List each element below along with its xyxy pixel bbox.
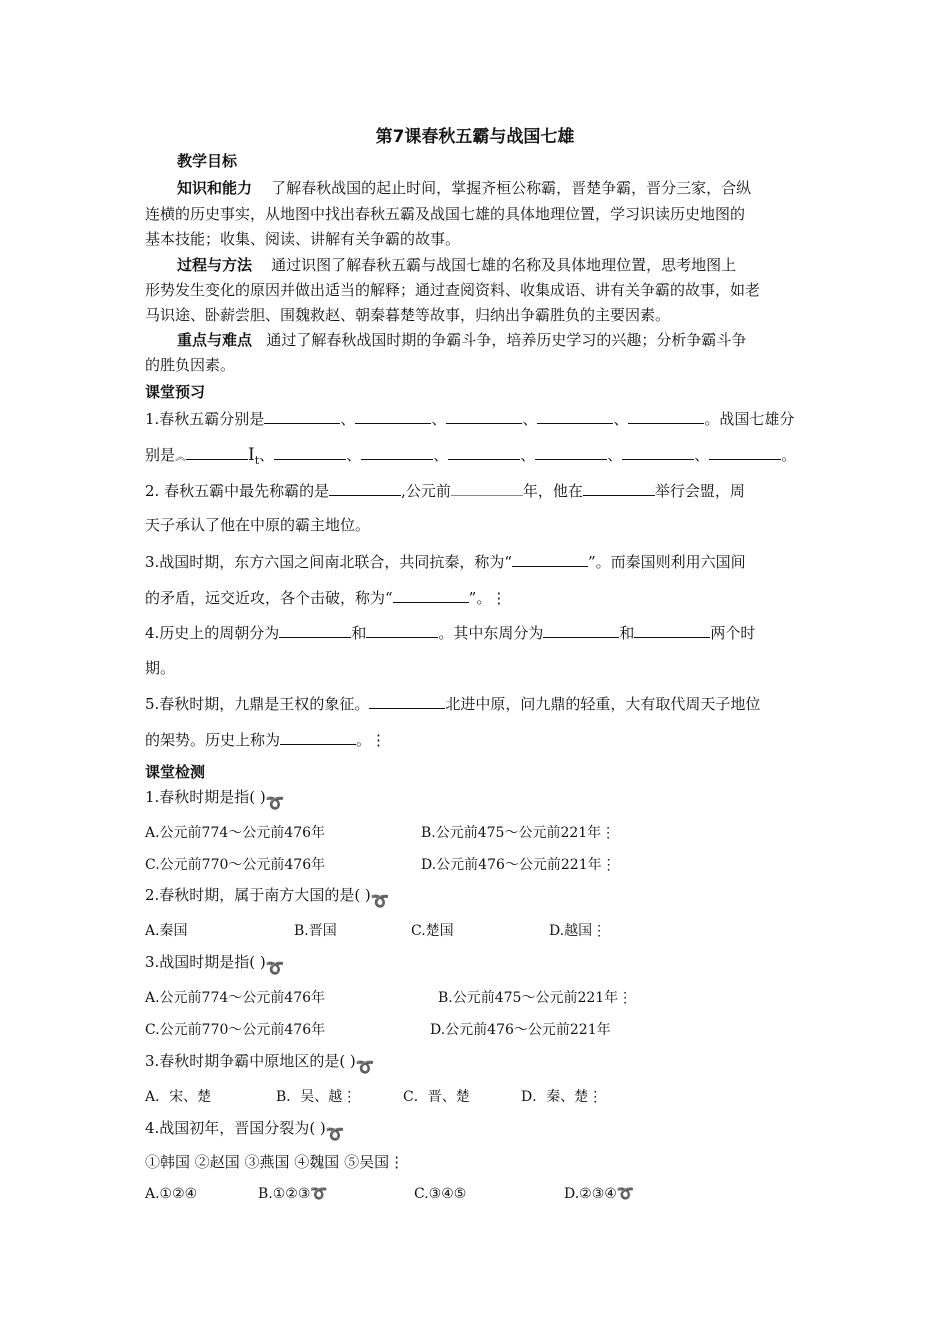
answer-blank[interactable]	[393, 587, 469, 603]
preview-q3-line-2: 的矛盾，远交近攻，各个击破，称为“ ”。⋮	[145, 589, 507, 607]
scribble-mark-icon: ➰	[355, 1058, 375, 1076]
answer-blank[interactable]	[280, 729, 356, 745]
answer-blank[interactable]	[512, 551, 588, 567]
scribble-mark-icon: ➰	[616, 1186, 635, 1202]
answer-blank[interactable]	[186, 444, 248, 460]
answer-blank[interactable]	[622, 444, 694, 460]
preview-q5-line-2: 的架势。历史上称为 。⋮	[145, 731, 387, 749]
scribble-mark-icon: ➰	[265, 959, 285, 977]
test-q1-option-d[interactable]: D.公元前476～公元前221年⋮	[421, 857, 616, 873]
test-q2: 2.春秋时期，属于南方大国的是( )➰	[145, 886, 390, 910]
answer-blank[interactable]	[264, 408, 340, 424]
test-q2-option-b[interactable]: B.晋国	[294, 923, 337, 939]
answer-blank[interactable]	[451, 480, 523, 496]
test-q1: 1.春秋时期是指( )➰	[145, 788, 285, 812]
answer-blank[interactable]	[355, 408, 431, 424]
scribble-mark-icon: ➰	[310, 1186, 328, 1202]
answer-blank[interactable]	[361, 444, 433, 460]
test-q4-option-c[interactable]: C．晋、楚	[403, 1089, 470, 1105]
test-q2-option-d[interactable]: D.越国⋮	[549, 923, 607, 939]
test-q5-option-c[interactable]: C.③④⑤	[414, 1186, 467, 1202]
test-q2-option-a[interactable]: A.秦国	[145, 923, 188, 939]
answer-blank[interactable]	[366, 622, 438, 638]
test-q5: 4.战国初年，晋国分裂为( )➰	[145, 1119, 345, 1143]
test-q5-option-d[interactable]: D.②③④➰	[564, 1186, 635, 1202]
scribble-mark-icon: ➰	[370, 892, 390, 910]
process-line-1: 过程与方法 通过识图了解春秋五霸与战国七雄的名称及具体地理位置，思考地图上	[177, 256, 737, 274]
test-q1-option-b[interactable]: B.公元前475～公元前221年⋮	[421, 825, 616, 841]
process-line-2: 形势发生变化的原因并做出适当的解释；通过查阅资料、收集成语、讲有关争霸的故事，如老	[145, 281, 761, 299]
answer-blank[interactable]	[535, 444, 607, 460]
test-q4: 3.春秋时期争霸中原地区的是( )➰	[145, 1052, 375, 1076]
test-q3-option-c[interactable]: C.公元前770～公元前476年	[145, 1022, 326, 1038]
test-q3-option-b[interactable]: B.公元前475～公元前221年⋮	[438, 990, 633, 1006]
knowledge-line-2: 连横的历史事实，从地图中找出春秋五霸及战国七雄的具体地理位置，学习识读历史地图的	[145, 205, 746, 223]
answer-blank[interactable]	[274, 444, 346, 460]
scribble-mark-icon: ➰	[265, 794, 285, 812]
difficulty-line-1: 重点与难点 通过了解春秋战国时期的争霸斗争，培养历史学习的兴趣；分析争霸斗争	[177, 331, 747, 349]
answer-blank[interactable]	[329, 480, 401, 496]
answer-blank[interactable]	[583, 480, 655, 496]
preview-q4-line-2: 期。	[145, 659, 176, 677]
answer-blank[interactable]	[543, 622, 619, 638]
preview-q3-line-1: 3.战国时期，东方六国之间南北联合，共同抗秦，称为“ ”。而秦国则利用六国间	[145, 553, 746, 571]
objectives-heading: 教学目标	[177, 152, 238, 170]
test-q2-option-c[interactable]: C.楚国	[411, 923, 454, 939]
test-q5-option-a[interactable]: A.①②④	[145, 1186, 198, 1202]
answer-blank[interactable]	[709, 444, 781, 460]
preview-q4-line-1: 4.历史上的周朝分为 和 。其中东周分为 和 两个时	[145, 624, 756, 642]
preview-q5-line-1: 5.春秋时期，九鼎是王权的象征。 北进中原，问九鼎的轻重，大有取代周天子地位	[145, 695, 761, 713]
knowledge-line-3: 基本技能；收集、阅读、讲解有关争霸的故事。	[145, 230, 461, 248]
answer-blank[interactable]	[446, 408, 522, 424]
page-title: 第7课春秋五霸与战国七雄	[375, 127, 575, 147]
knowledge-line-1: 知识和能力 了解春秋战国的起止时间，掌握齐桓公称霸，晋楚争霸，晋分三家，合纵	[177, 179, 752, 197]
test-q3-option-a[interactable]: A.公元前774～公元前476年	[145, 990, 326, 1006]
preview-q1-line-1: 1.春秋五霸分别是 、 、 、 、 。战国七雄分	[145, 410, 795, 428]
answer-blank[interactable]	[537, 408, 613, 424]
preview-heading: 课堂预习	[145, 383, 206, 401]
test-q1-option-c[interactable]: C.公元前770～公元前476年	[145, 857, 326, 873]
preview-q2-line-2: 天子承认了他在中原的霸主地位。	[145, 516, 371, 534]
process-label: 过程与方法	[177, 256, 253, 274]
test-q5-option-b[interactable]: B.①②③➰	[258, 1186, 328, 1202]
knowledge-label: 知识和能力	[177, 179, 253, 197]
answer-blank[interactable]	[628, 408, 704, 424]
chevron-mark-icon: ︽	[175, 450, 187, 463]
answer-blank[interactable]	[448, 444, 520, 460]
preview-q2-line-1: 2. 春秋五霸中最先称霸的是 ,公元前 年，他在 举行会盟，周	[145, 482, 745, 500]
process-line-3: 马识途、卧薪尝胆、围魏救赵、朝秦暮楚等故事，归纳出争霸胜负的主要因素。	[145, 306, 671, 324]
answer-blank[interactable]	[279, 622, 351, 638]
difficulty-label: 重点与难点	[177, 331, 253, 349]
answer-blank[interactable]	[369, 693, 445, 709]
scribble-mark-icon: ➰	[325, 1125, 345, 1143]
difficulty-line-2: 的胜负因素。	[145, 356, 236, 374]
test-q1-option-a[interactable]: A.公元前774～公元前476年	[145, 825, 326, 841]
test-q4-option-a[interactable]: A．宋、楚	[145, 1089, 212, 1105]
test-q4-option-d[interactable]: D．秦、楚⋮	[521, 1089, 603, 1105]
test-q3: 3.战国时期是指( )➰	[145, 953, 285, 977]
test-q3-option-d[interactable]: D.公元前476～公元前221年	[430, 1022, 611, 1038]
test-q5-items: ①韩国 ②赵国 ③燕国 ④魏国 ⑤吴国⋮	[145, 1153, 405, 1171]
preview-q1-line-2: 别是︽ $I_t$、 、 、 、 、 、 。	[145, 445, 797, 467]
test-heading: 课堂检测	[145, 763, 206, 781]
test-q4-option-b[interactable]: B．吴、越⋮	[276, 1089, 357, 1105]
answer-blank[interactable]	[634, 622, 710, 638]
